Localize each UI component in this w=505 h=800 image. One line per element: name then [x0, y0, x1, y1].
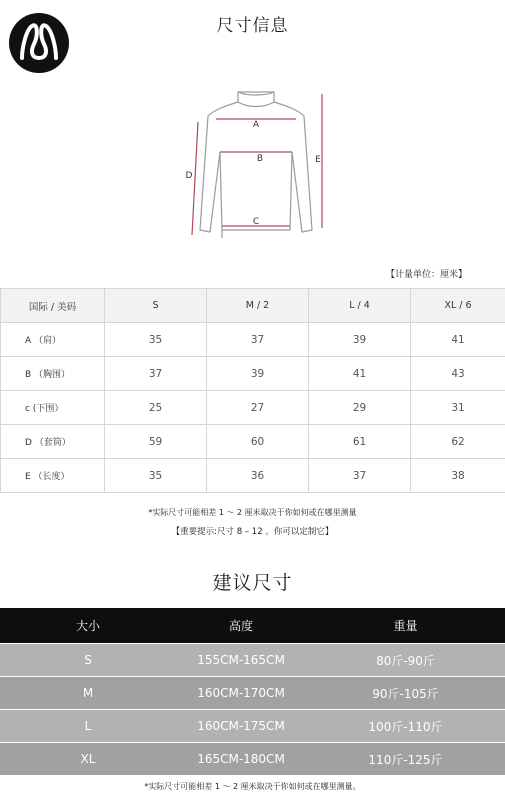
important-notice: 【重要提示:尺寸 8 – 12 。你可以定制它】 [171, 527, 334, 537]
label-c: C [252, 217, 260, 227]
size-table-header [1, 289, 505, 323]
label-e: E [315, 155, 321, 165]
column-header: 重量 [393, 619, 418, 633]
table-row [1, 323, 505, 357]
table-cell: 61 [309, 425, 411, 459]
height-cell: 160CM-175CM [197, 719, 285, 733]
table-cell: 62 [411, 425, 505, 459]
size-cell: XL [80, 752, 96, 766]
recommend-title: 建议尺寸 [212, 572, 293, 594]
table-row [0, 677, 505, 709]
table-row [0, 644, 505, 676]
footer-disclaimer: *实际尺寸可能相差 1 ～ 2 厘米取决于你如何或在哪里测量。 [144, 782, 361, 791]
table-cell: 59 [105, 425, 207, 459]
weight-cell: 100斤-110斤 [368, 719, 443, 734]
weight-cell: 110斤-125斤 [368, 752, 443, 767]
table-row [0, 743, 505, 775]
table-cell: 35 [105, 459, 207, 493]
height-cell: 155CM-165CM [197, 653, 285, 667]
table-cell: 41 [411, 323, 505, 357]
column-header: XL / 6 [411, 289, 505, 323]
table-cell: 31 [411, 391, 505, 425]
column-header: M / 2 [207, 289, 309, 323]
row-label: c (下围） [1, 391, 105, 425]
column-header: 大小 [75, 619, 100, 633]
measurement-disclaimer: *实际尺寸可能相差 1 ～ 2 厘米取决于你如何或在哪里测量 [148, 508, 357, 517]
label-d: D [185, 171, 193, 181]
weight-cell: 80斤-90斤 [376, 653, 435, 668]
table-row [1, 391, 505, 425]
table-cell: 41 [309, 357, 411, 391]
table-cell: 36 [207, 459, 309, 493]
garment-measurement-diagram [170, 82, 340, 252]
column-header: L / 4 [309, 289, 411, 323]
size-table [0, 288, 505, 493]
table-cell: 38 [411, 459, 505, 493]
label-b: B [256, 154, 264, 164]
table-cell: 29 [309, 391, 411, 425]
recommend-header [0, 608, 505, 643]
recommend-table [0, 608, 505, 775]
page-title: 尺寸信息 [216, 16, 289, 36]
table-cell: 27 [207, 391, 309, 425]
height-cell: 160CM-170CM [197, 686, 285, 700]
table-cell: 37 [309, 459, 411, 493]
table-cell: 25 [105, 391, 207, 425]
weight-cell: 90斤-105斤 [372, 686, 439, 701]
table-row [0, 710, 505, 742]
row-label: E （长度） [1, 459, 105, 493]
column-header: S [105, 289, 207, 323]
table-row [1, 459, 505, 493]
label-a: A [252, 120, 260, 130]
row-label: B （胸围） [1, 357, 105, 391]
table-cell: 39 [309, 323, 411, 357]
unit-note: 【计量单位：厘米】 [385, 270, 467, 280]
table-cell: 35 [105, 323, 207, 357]
height-cell: 165CM-180CM [197, 752, 285, 766]
table-cell: 39 [207, 357, 309, 391]
column-header: 高度 [228, 619, 253, 633]
size-cell: S [84, 653, 92, 667]
table-row [1, 425, 505, 459]
table-cell: 37 [207, 323, 309, 357]
table-row [1, 357, 505, 391]
size-cell: L [84, 719, 92, 733]
table-cell: 43 [411, 357, 505, 391]
size-cell: M [82, 686, 94, 700]
table-cell: 60 [207, 425, 309, 459]
row-label: A （肩） [1, 323, 105, 357]
table-cell: 37 [105, 357, 207, 391]
row-label: D （套筒） [1, 425, 105, 459]
column-header: 国际 / 美码 [1, 289, 105, 323]
